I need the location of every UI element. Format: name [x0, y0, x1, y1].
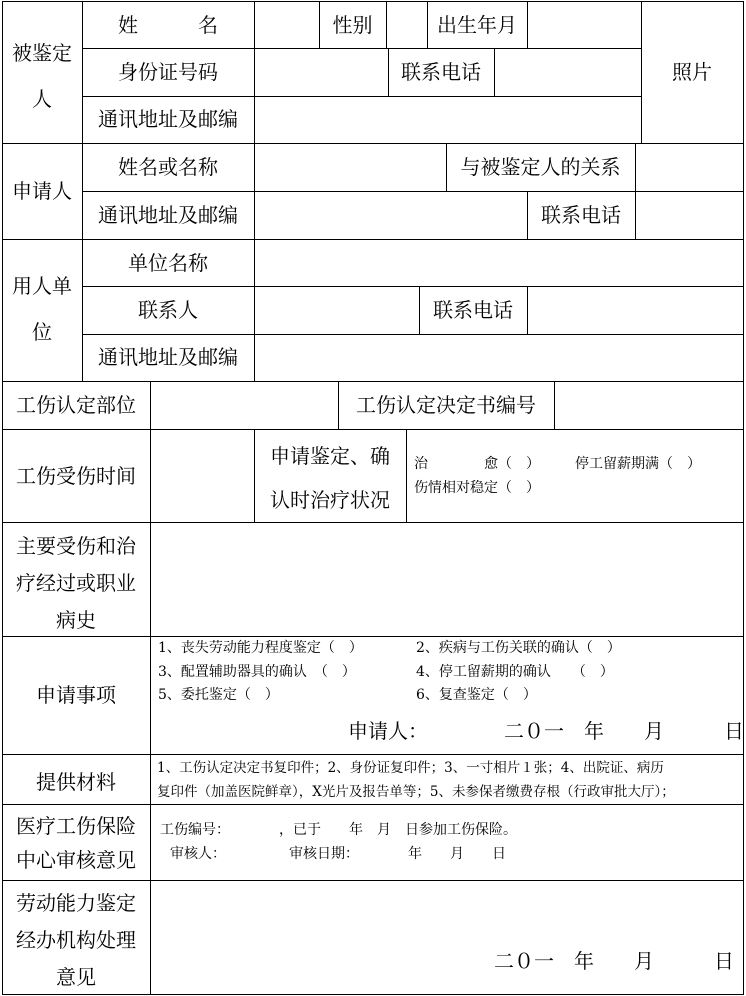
injury-part-field[interactable] — [151, 382, 337, 428]
treatment-status-line1: 治 愈（ ） 停工留薪期满（ ） — [414, 456, 701, 472]
row-line — [2, 754, 744, 755]
applicant-name-label: 姓名或名称 — [118, 155, 218, 179]
employer-phone-label: 联系电话 — [433, 298, 513, 322]
employer-section-label: 用人单位 — [12, 274, 72, 344]
materials-label: 提供材料 — [36, 770, 116, 794]
applicant-signature-label: 申请人： — [348, 719, 428, 743]
col-line — [406, 429, 407, 523]
applicant-address-field[interactable] — [255, 192, 526, 238]
request-item-2[interactable]: 2、疾病与工伤关联的确认（ ） — [416, 640, 621, 656]
injury-history-field[interactable] — [151, 523, 742, 635]
subject-birth-field[interactable] — [528, 2, 640, 48]
applicant-address-label: 通讯地址及邮编 — [98, 203, 238, 227]
row-line — [2, 429, 744, 430]
applicant-phone-label: 联系电话 — [541, 203, 621, 227]
decision-number-label: 工伤认定决定书编号 — [356, 393, 536, 417]
subject-address-label: 通讯地址及邮编 — [98, 107, 238, 131]
applicant-relation-field[interactable] — [636, 144, 742, 190]
injury-history-label: 主要受伤和治疗经过或职业病史 — [16, 534, 136, 632]
employer-address-label: 通讯地址及邮编 — [98, 345, 238, 369]
agency-opinion-field[interactable] — [151, 881, 742, 945]
materials-line2: 复印件（加盖医院鲜章），X光片及报告单等；5、未参保者缴费存根（行政审批大厅）； — [157, 784, 675, 800]
request-item-5[interactable]: 5、委托鉴定（ ） — [158, 687, 279, 703]
subject-id-label: 身份证号码 — [118, 60, 218, 84]
employer-address-field[interactable] — [255, 335, 742, 380]
agency-opinion-label: 劳动能力鉴定经办机构处理意见 — [16, 891, 136, 989]
row-line — [2, 804, 744, 805]
request-item-6[interactable]: 6、复查鉴定（ ） — [416, 687, 537, 703]
col-line — [82, 1, 83, 382]
subject-id-field[interactable] — [255, 49, 387, 95]
injury-time-label: 工伤受伤时间 — [16, 464, 136, 488]
medical-center-line2: 审核人： 审核日期： 年 月 日 — [170, 846, 506, 862]
subject-address-field[interactable] — [255, 97, 640, 143]
applicant-relation-label: 与被鉴定人的关系 — [460, 155, 621, 179]
request-items-label: 申请事项 — [36, 683, 116, 707]
employer-unit-label: 单位名称 — [128, 251, 208, 275]
request-item-4[interactable]: 4、停工留薪期的确认 （ ） — [416, 664, 614, 680]
materials-line1: 1、工伤认定决定书复印件；2、身份证复印件；3、一寸相片１张；4、出院证、病历 — [157, 760, 664, 776]
request-item-1[interactable]: 1、丧失劳动能力程度鉴定（ ） — [158, 640, 363, 656]
col-line — [254, 429, 255, 523]
applicant-name-field[interactable] — [255, 144, 445, 190]
decision-number-field[interactable] — [555, 382, 742, 428]
subject-phone-label: 联系电话 — [401, 60, 481, 84]
treatment-status-line2: 伤情相对稳定（ ） — [414, 480, 540, 496]
applicant-phone-field[interactable] — [636, 192, 742, 238]
treatment-status-label: 申请鉴定、确认时治疗状况 — [270, 444, 390, 512]
table-border — [2, 1, 3, 995]
request-item-3[interactable]: 3、配置辅助器具的确认 （ ） — [158, 664, 356, 680]
injury-part-label: 工伤认定部位 — [16, 393, 136, 417]
medical-center-review-label: 医疗工伤保险中心审核意见 — [16, 814, 136, 872]
employer-contact-field[interactable] — [255, 287, 418, 333]
subject-gender-label: 性别 — [332, 13, 373, 37]
table-border — [743, 1, 744, 995]
employer-unit-field[interactable] — [255, 240, 742, 285]
photo-placeholder: 照片 — [672, 60, 712, 84]
request-date: 二０一 年 月 日 — [504, 719, 744, 743]
subject-name-label: 姓 名 — [118, 13, 218, 37]
injury-time-field[interactable] — [151, 430, 253, 522]
applicant-section-label: 申请人 — [12, 179, 72, 203]
subject-phone-field[interactable] — [495, 49, 640, 95]
subject-gender-field[interactable] — [387, 2, 426, 48]
employer-contact-label: 联系人 — [138, 298, 198, 322]
subject-section-label: 被鉴定人 — [12, 41, 72, 111]
employer-phone-field[interactable] — [528, 287, 742, 333]
agency-date: 二０一 年 月 日 — [494, 949, 734, 973]
medical-center-line1: 工伤编号： ，已于 年 月 日参加工伤保险。 — [160, 822, 517, 838]
subject-birth-label: 出生年月 — [437, 13, 517, 37]
subject-name-field[interactable] — [255, 2, 318, 48]
